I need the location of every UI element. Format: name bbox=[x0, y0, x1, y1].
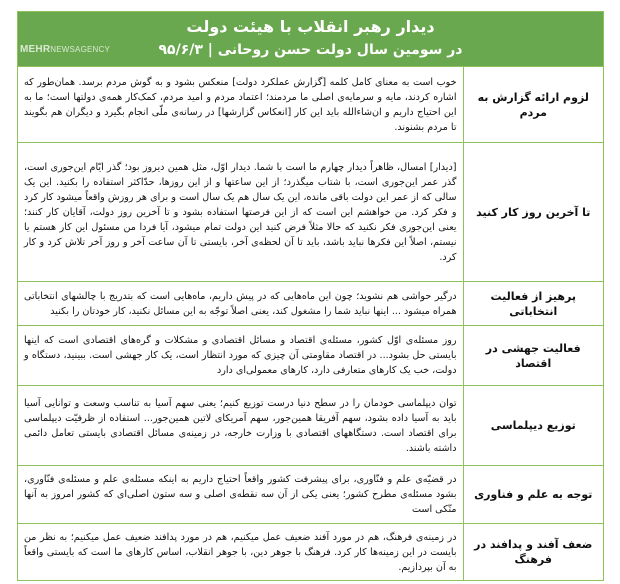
table-row bbox=[18, 386, 603, 466]
page-subtitle: در سومین سال دولت حسن روحانی | ۹۵/۶/۳ bbox=[158, 42, 463, 58]
table-sheet bbox=[17, 11, 604, 581]
row-text: خوب است به معنای کامل کلمه [گزارش عملکرد دولت] منعکس بشود و به گوش مردم برسد. همان‌طور که اشاره کردند، مایه و سرمایه‌ی اصلی ما مردمند؛ اعتماد مردم و امید مردم، کمک‌کار همه‌ی دولتها است؛ ما به این احتیاج داریم و ان‌شاءالله باید این کار [انعکاس گزارشها] در رسانه‌ی ملّی انجام بگیرد و دیگران هم بگویند تا مردم بشنوند. bbox=[18, 67, 463, 143]
table-row bbox=[18, 326, 603, 386]
row-text: درگیر حواشی هم نشوید؛ چون این ماه‌هایی که در پیش داریم، ماه‌هایی است که بتدریج با چالشهای انتخاباتی همراه میشود ... اینها نباید شما را مشغول کند، یعنی اصلاً توجّه به این مسائل نکنید، کار خودتان را بکنید bbox=[18, 282, 463, 326]
row-text: توان دیپلماسی خودمان را در سطح دنیا درست توزیع کنیم؛ یعنی سهم آسیا به تناسب وسعت و توانایی آسیا باید به آسیا داده بشود، سهم آفریقا همین‌جور، سهم آمریکای لاتین همین‌جور... استفاده از ظرفیّت دیپلماسی برای اقتصاد است. دستگاههای اقتصادی با وزارت خارجه، در زمینه‌ی مسائل اقتصادی بایستی تعامل دائمی داشته باشند. bbox=[18, 386, 463, 466]
row-topic: تا آخرین روز کار کنید bbox=[463, 143, 603, 282]
page-title: دیدار رهبر انقلاب با هیئت دولت bbox=[186, 17, 435, 36]
row-topic: توزیع دیپلماسی bbox=[463, 386, 603, 466]
table-row bbox=[18, 282, 603, 326]
row-topic: لزوم ارائه گزارش به مردم bbox=[463, 67, 603, 143]
row-text: در زمینه‌ی فرهنگ، هم در مورد آفند ضعیف عمل میکنیم، هم در مورد پدافند ضعیف عمل میکنیم؛ به نظر من بایست در این زمینه‌ها کار کرد. فرهنگ با جوهر دین، با جوهر انقلاب، اساس کارهای ما است که بایستی واقعاً به آن بپردازیم. bbox=[18, 524, 463, 581]
table-row bbox=[18, 524, 603, 581]
row-topic: توجه به علم و فناوری bbox=[463, 466, 603, 524]
row-topic: فعالیت جهشی در اقتصاد bbox=[463, 326, 603, 386]
table-row bbox=[18, 67, 603, 143]
table-header bbox=[18, 12, 603, 66]
mehr-watermark bbox=[20, 44, 110, 55]
table-row bbox=[18, 143, 603, 282]
table-row bbox=[18, 466, 603, 524]
watermark-main: MEHR bbox=[20, 44, 51, 55]
row-topic: پرهیز از فعالیت انتخاباتی bbox=[463, 282, 603, 326]
row-text: روز مسئله‌ی اوّل کشور، مسئله‌ی اقتصاد و مسائل اقتصادی و مشکلات و گره‌های اقتصادی است که اینها بایستی حل بشود... در اقتصاد مقاومتی آن چیزی که مورد انتظار است، یک کار جهشی است. ببینید، دستگاه و دولت، خب یک کارهای متعارفی دارد، کارهای معمولی‌ای دارد bbox=[18, 326, 463, 386]
topics-table bbox=[18, 66, 603, 581]
row-text: [دیدار] امسال، ظاهراً دیدار چهارم ما است با شما. دیدار اوّل، مثل همین دیروز بود؛ گذر ایّام این‌جوری است، گذر عمر این‌جوری است، با شتاب میگذرد؛ از این ساعتها و از این روزها، حدّاکثر استفاده را بکنید. این یک سالی که از عمر این دولت باقی مانده، این یک سال هم یک سال است و برای هر روزش واقعاً میشود کار کرد و فکر کرد. من خواهشم این است که از این فرصتها استفاده بشود و تا آخرین روز دولت، آقایان کار کنند؛ یعنی این‌جوری فکر نکنید که حالا مثلاً فرض کنید این دولت تمام میشود، آیا فردا من مسئول این کار هستم یا نیستم، اصلاً این فکرها نباید باشد، باید تا آن لحظه‌ی آخر، بایستی تا آن ساعت آخر و روز آخر تلاش کرد و کار کرد. bbox=[18, 143, 463, 282]
row-text: در قضیّه‌ی علم و فنّاوری، برای پیشرفت کشور واقعاً احتیاج داریم به اینکه مسئله‌ی علم و مسئله‌ی فنّاوری، بشود مسئله‌ی مطرح کشور؛ یعنی یکی از آن سه نقطه‌ی اصلی و سه ستون اصلی‌ای که کشور امروز به آنها متّکی است bbox=[18, 466, 463, 524]
watermark-sub: NEWSAGENCY bbox=[50, 45, 111, 54]
row-topic: ضعف آفند و پدافند در فرهنگ bbox=[463, 524, 603, 581]
